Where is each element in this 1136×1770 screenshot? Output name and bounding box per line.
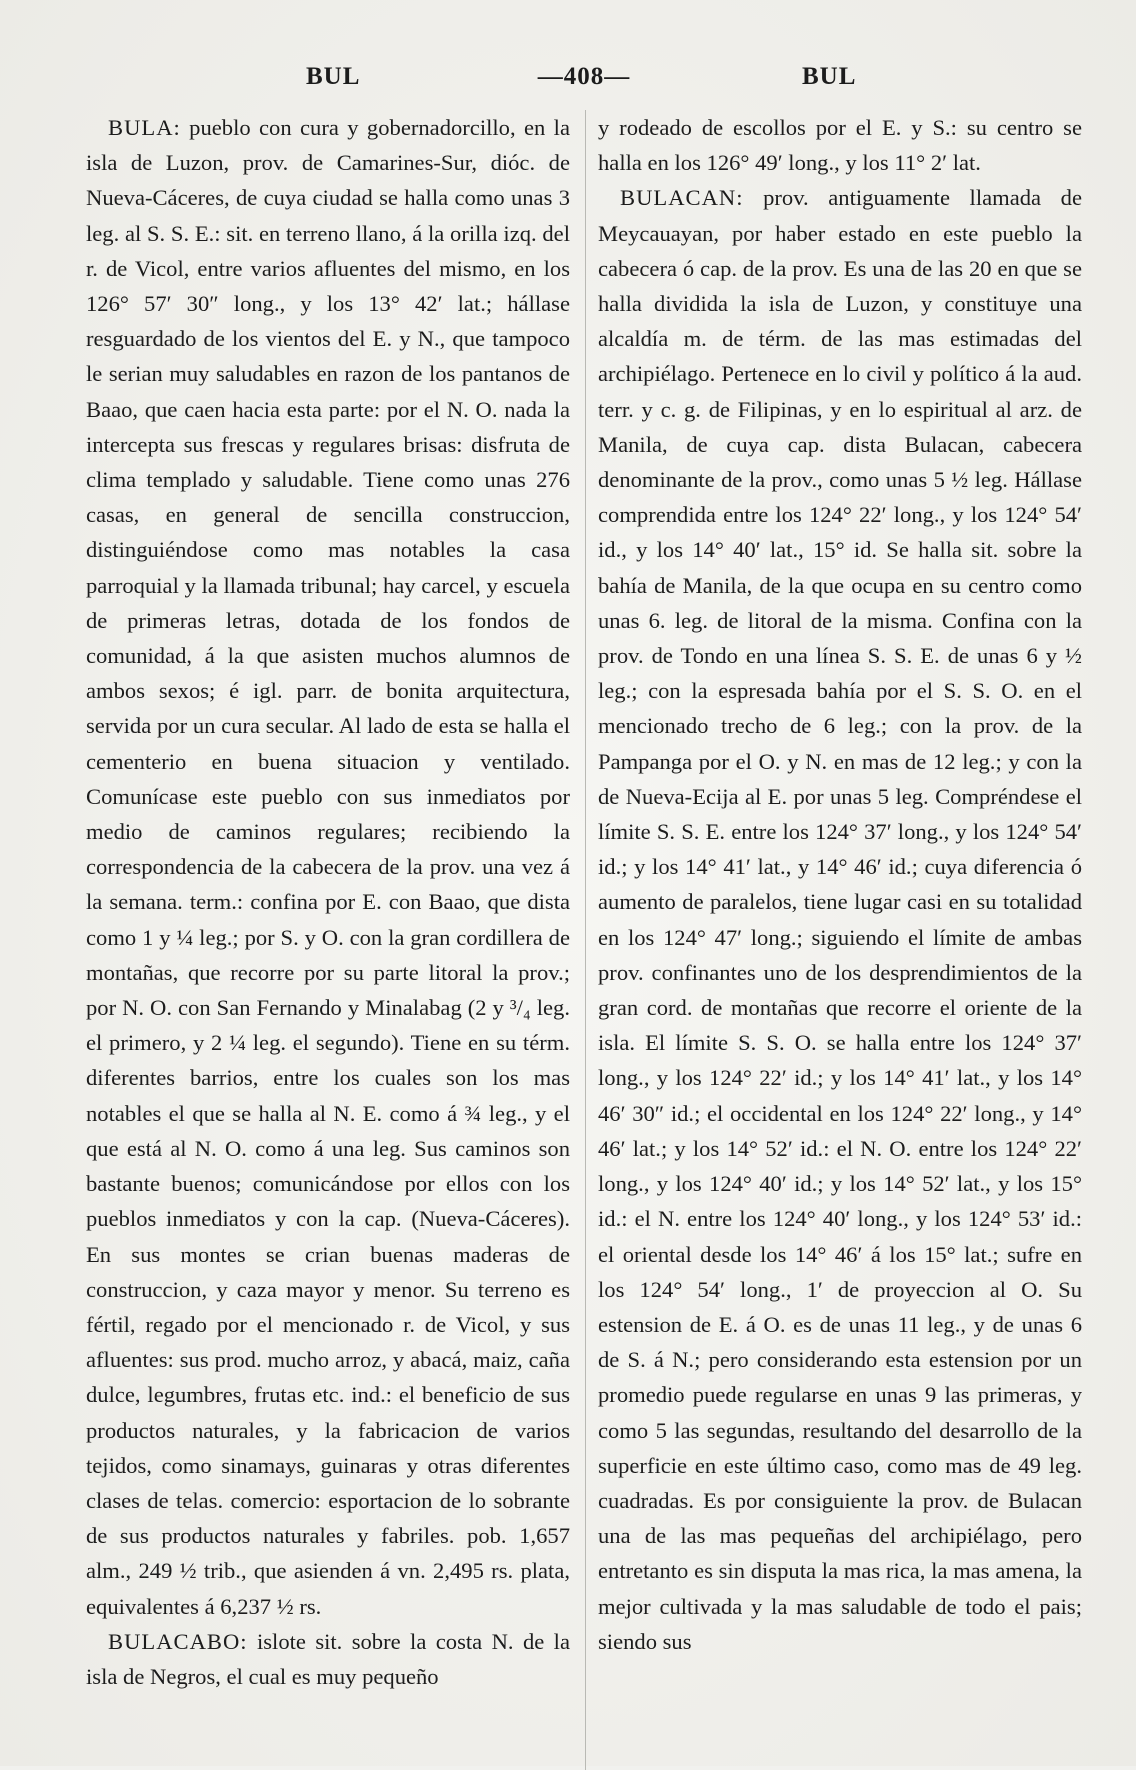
column-divider bbox=[585, 110, 586, 1770]
header-right-keyword: BUL bbox=[802, 63, 857, 90]
entry-bulacabo-continued bbox=[598, 110, 1082, 180]
entry-text: islote sit. sobre la costa N. de la isla de Negros, el cual es muy pequeño bbox=[86, 1628, 570, 1689]
right-column bbox=[598, 110, 1082, 1694]
entry-text: prov. antiguamente llamada de Meycauayan, por haber estado en este pueblo la cabecera ó cap. de la prov. Es una de las 20 en que se halla dividida la isla de Luzon, y constituye una alcaldía m. de térm. de las mas estimadas del archipiélago. Pertenece en lo civil y político á la aud. terr. y c. g. de Filipinas, y en lo espiritual al arz. de Manila, de cuya cap. dista Bulacan, cabecera denominante de la prov., como unas 5 ½ leg. Hállase comprendida entre los 124° 22′ long., y los 124° 54′ id., y los 14° 40′ lat., 15° id. Se halla sit. sobre la bahía de Manila, de la que ocupa en su centro como unas 6. leg. de litoral de la misma. Confina con la prov. de Tondo en una línea S. S. E. de unas 6 y ½ leg.; con la espresada bahía por el S. S. O. en el mencionado trecho de 6 leg.; con la prov. de la Pampanga por el O. y N. en mas de 12 leg.; y con la de Nueva-Ecija al E. por unas 5 leg. Compréndese el límite S. S. E. entre los 124° 37′ long., y los 124° 54′ id.; y los 14° 41′ lat., y 14° 46′ id.; cuya diferencia ó aumento de paralelos, tiene lugar casi en su totalidad en los 124° 47′ long.; siguiendo el límite de ambas prov. confinantes uno de los desprendimientos de la gran cord. de montañas que recorre el oriente de la isla. El límite S. S. O. se halla entre los 124° 37′ long., y los 124° 22′ id.; y los 14° 41′ lat., y los 14° 46′ 30″ id.; el occidental en los 124° 22′ long., y 14° 46′ lat.; y los 14° 52′ id.: el N. O. entre los 124° 22′ long., y los 124° 40′ id.; y los 14° 52′ lat., y los 15° id.: el N. entre los 124° 40′ long., y los 124° 53′ id.: el oriental desde los 14° 46′ á los 15° lat.; sufre en los 124° 54′ long., 1′ de proyeccion al O. Su estension de E. á O. es de unas 11 leg., y de unas 6 de S. á N.; pero considerando esta estension por un promedio puede regularse en unas 9 las primeras, y como 5 las segundas, resultando del desarrollo de la superficie en este último caso, como mas de 49 leg. cuadradas. Es por consiguiente la prov. de Bulacan una de las mas pequeñas del archipiélago, pero entretanto es sin disputa la mas rica, la mas amena, la mejor cultivada y la mas saludable de todo el pais; siendo sus bbox=[598, 185, 1082, 1654]
entry-headword: BULA: bbox=[108, 115, 181, 140]
entry-headword: BULACAN: bbox=[620, 185, 744, 211]
entry-bulacabo bbox=[86, 1624, 570, 1694]
entry-headword: BULACABO: bbox=[108, 1628, 248, 1654]
header-left-keyword: BUL bbox=[306, 63, 361, 90]
running-header bbox=[86, 62, 1082, 106]
left-column bbox=[86, 110, 570, 1694]
entry-text: y rodeado de escollos por el E. y S.: su centro se halla en los 126° 49′ long., y los 11° 2′ lat. bbox=[598, 115, 1082, 176]
page-number: —408— bbox=[537, 63, 631, 90]
text-columns bbox=[86, 110, 1082, 1694]
entry-text: pueblo con cura y gobernadorcillo, en la isla de Luzon, prov. de Camarines-Sur, dióc. de Nueva-Cáceres, de cuya ciudad se halla como unas 3 leg. al S. S. E.: sit. en terreno llano, á la orilla izq. del r. de Vicol, entre varios afluentes del mismo, en los 126° 57′ 30″ long., y los 13° 42′ lat.; hállase resguardado de los vientos del E. y N., que tampoco le serian muy saludables en razon de los pantanos de Baao, que caen hacia esta parte: por el N. O. nada la intercepta sus frescas y regulares brisas: disfruta de clima templado y saludable. Tiene como unas 276 casas, en general de sencilla construccion, distinguiéndose como mas notables la casa parroquial y la llamada tribunal; hay carcel, y escuela de primeras letras, dotada de los fondos de comunidad, á la que asisten muchos alumnos de ambos sexos; é igl. parr. de bonita arquitectura, servida por un cura secular. Al lado de esta se halla el cementerio en buena situacion y ventilado. Comunícase este pueblo con sus inmediatos por medio de caminos regulares; recibiendo la correspondencia de la cabecera de la prov. una vez á la semana. term.: confina por E. con Baao, que dista como 1 y ¼ leg.; por S. y O. con la gran cordillera de montañas, que recorre por su parte litoral la prov.; por N. O. con San Fernando y Minalabag (2 y ³/₄ leg. el primero, y 2 ¼ leg. el segundo). Tiene en su térm. diferentes barrios, entre los cuales son los mas notables el que se halla al N. E. como á ¾ leg., y el que está al N. O. como á una leg. Sus caminos son bastante buenos; comunicándose por ellos con los pueblos inmediatos y con la cap. (Nueva-Cáceres). En sus montes se crian buenas maderas de construccion, y caza mayor y menor. Su terreno es fértil, regado por el mencionado r. de Vicol, y sus afluentes: sus prod. mucho arroz, y abacá, maiz, caña dulce, legumbres, frutas etc. ind.: el beneficio de sus productos naturales, y la fabricacion de varios tejidos, como sinamays, guinaras y otras diferentes clases de telas. comercio: esportacion de lo sobrante de sus productos naturales y fabriles. pob. 1,657 alm., 249 ½ trib., que asienden á vn. 2,495 rs. plata, equivalentes á 6,237 ½ rs. bbox=[86, 115, 570, 1619]
entry-bulacan bbox=[598, 180, 1082, 1659]
entry-bula bbox=[86, 110, 570, 1624]
